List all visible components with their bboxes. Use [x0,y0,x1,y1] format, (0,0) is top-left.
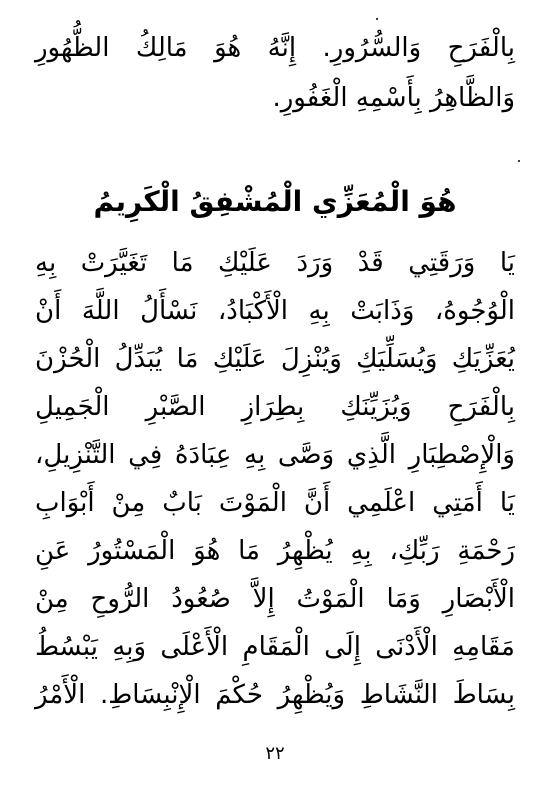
intro-line-1: بِالْفَرَحِ وَالسُّرُورِ. إِنَّهُ هُوَ مَالِكُ الظُّهُورِ [35,33,515,63]
section-title: هُوَ الْمُعَزِّي الْمُشْفِقُ الْكَرِيمُ [93,185,457,218]
body-line-3: يُعَزِّيَكِ وَيُسَلِّيَكِ وَيُنْزِلَ عَلَيْكِ مَا يُبَدِّلُ الْحُزْنَ [35,344,515,374]
body-line-4: بِالْفَرَحِ وَيُزَيِّنَكِ بِطِرَازِ الصَّبْرِ الْجَمِيلِ [35,392,515,422]
scan-speck [376,18,378,20]
intro-line-2: وَالظَّاهِرُ بِأَسْمِهِ الْغَفُورِ. [272,83,515,113]
body-line-9: مَقَامِهِ الْأَدْنَى إِلَى الْمَقَامِ الْأَعْلَى وَبِهِ يَبْسُطُ [35,632,515,662]
body-line-10: بِسَاطَ النَّشَاطِ وَيُظْهِرُ حُكْمَ الْإِنْبِسَاطِ. الْأَمْرُ [35,680,515,710]
body-line-7: رَحْمَةِ رَبِّكِ، بِهِ يُظْهِرُ مَا هُوَ الْمَسْتُورُ عَنِ [35,536,515,566]
body-line-8: الْأَبْصَارِ وَمَا الْمَوْتُ إِلاَّ صُعُودُ الرُّوحِ مِنْ [35,584,515,614]
body-line-5: وَالْإِصْطِبَارِ الَّذِي وَصَّى بِهِ عِبَادَهُ فِي التَّنْزِيلِ، [35,440,515,470]
body-line-6: يَا أَمَتِي اعْلَمِي أَنَّ الْمَوْتَ بَابٌ مِنْ أَبْوَابِ [35,488,515,518]
scan-speck [518,160,520,162]
body-line-1: يَا وَرَقَتِي قَدْ وَرَدَ عَلَيْكِ مَا تَغَيَّرَتْ بِهِ [35,248,515,278]
page-number: ٢٢ [265,743,285,764]
body-line-2: الْوُجُوهُ، وَذَابَتْ بِهِ الْأَكْبَادُ، نَسْأَلُ اللَّهَ أَنْ [35,296,515,326]
